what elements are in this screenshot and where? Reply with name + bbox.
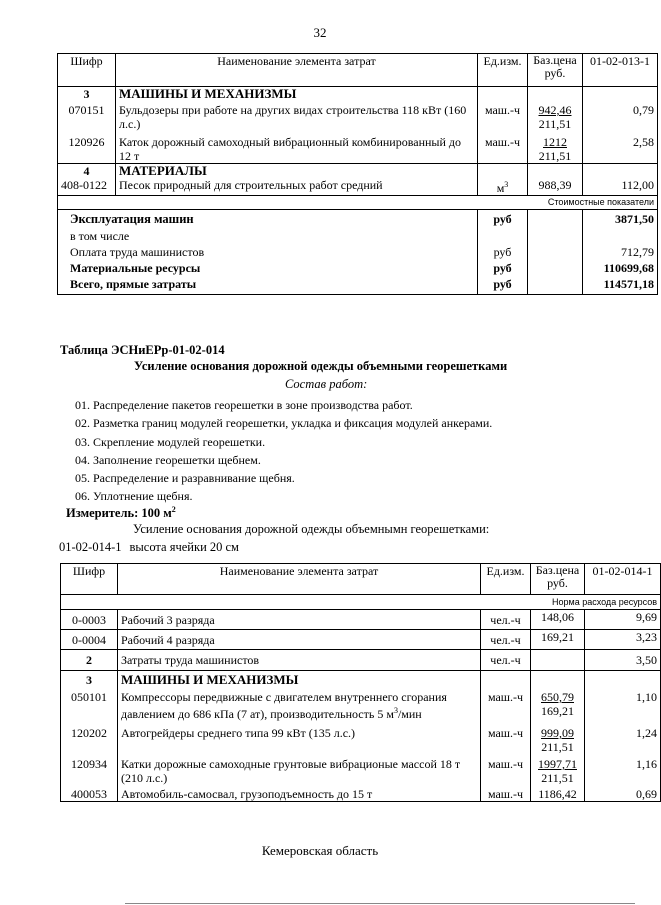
list-item: 03. Скрепление модулей георешетки. (75, 434, 266, 449)
row-price: 1186,42 (531, 785, 585, 802)
row-price-top: 999,09 (541, 726, 574, 740)
row-code: 400053 (61, 785, 118, 802)
list-item: 05. Распределение и разравнивание щебня. (75, 471, 295, 486)
row-name: Автогрейдеры среднего типа 99 кВт (135 л.с.) (118, 721, 481, 754)
row-price: 169,21 (531, 630, 585, 650)
table-row (58, 178, 658, 196)
row-code: 408-0122 (58, 178, 116, 196)
variant-text: высота ячейки 20 см (129, 540, 239, 554)
cost-value: 712,79 (583, 245, 658, 261)
col-code-header: Шифр (61, 564, 118, 595)
col-code-header: Шифр (58, 54, 116, 87)
norm-header: Норма расхода ресурсов (61, 595, 661, 610)
table-row (58, 131, 658, 164)
section-title: Усиление основания дорожной одежды объемными георешетками (134, 359, 508, 373)
row-code: 0-0004 (61, 630, 118, 650)
col-norm-header: 01-02-013-1 (583, 54, 658, 87)
section-number: 4 (58, 164, 116, 179)
row-price-bottom: 211,51 (538, 149, 572, 163)
cost-label: Материальные ресурсы (58, 261, 478, 277)
row-price-bottom: 211,51 (541, 740, 574, 754)
col-price-header: Баз.цена руб. (531, 564, 585, 595)
meter-label: Измеритель: 100 м (66, 506, 172, 521)
variant-code: 01-02-014-1 (59, 540, 122, 554)
row-unit: м (496, 181, 505, 195)
unit-superscript: 3 (504, 180, 509, 189)
table-row (61, 687, 661, 721)
cost-value: 110699,68 (583, 261, 658, 277)
row-name: Автомобиль-самосвал, грузоподъемность до 15 т (118, 785, 481, 802)
works-heading: Состав работ: (285, 377, 368, 391)
list-item: 02. Разметка границ модулей георешетки, укладка и фиксация модулей анкерами. (75, 416, 493, 431)
row-value: 3,50 (585, 650, 661, 671)
row-code: 0-0003 (61, 610, 118, 630)
table-row (61, 721, 661, 754)
table-row (61, 630, 661, 650)
row-price-top: 1997,71 (538, 757, 577, 771)
variant-description: Усиление основания дорожной одежды объемнымн георешетками: (133, 522, 490, 536)
row-unit: маш.-ч (481, 785, 531, 802)
row-code: 070151 (58, 101, 116, 131)
table-row (61, 610, 661, 630)
cost-value: 3871,50 (583, 210, 658, 229)
col-unit-header: Ед.изм. (481, 564, 531, 595)
footer-region: Кемеровская область (261, 843, 379, 858)
row-name: Катки дорожные самоходные грунтовые вибрационые массой 18 т (210 л.с.) (118, 754, 481, 785)
row-unit: маш.-ч (481, 687, 531, 721)
section-title: МАТЕРИАЛЫ (116, 164, 478, 179)
cost-label: в том числе (58, 229, 478, 245)
row-name: Затраты труда машинистов (118, 650, 481, 671)
list-item: 04. Заполнение георешетки щебнем. (75, 452, 261, 467)
unit-superscript: 3 (393, 706, 398, 715)
row-code: 120202 (61, 721, 118, 754)
section-title: МАШИНЫ И МЕХАНИЗМЫ (116, 87, 478, 102)
section-number: 3 (58, 87, 116, 102)
row-name: Каток дорожный самоходный вибрационный комбинированный до 12 т (116, 131, 478, 164)
row-price: 988,39 (528, 178, 583, 196)
row-price: 148,06 (531, 610, 585, 630)
page-number: 32 (313, 25, 327, 40)
row-unit: маш.-ч (478, 101, 528, 131)
meter-superscript: 2 (171, 505, 176, 514)
cost-value: 114571,18 (583, 277, 658, 295)
row-price-bottom: 169,21 (541, 704, 574, 718)
row-price-top: 650,79 (541, 690, 574, 704)
row-unit: маш.-ч (481, 754, 531, 785)
list-item: 06. Уплотнение щебня. (75, 489, 193, 504)
row-value: 112,00 (583, 178, 658, 196)
page-edge-line (125, 903, 635, 904)
row-unit: маш.-ч (478, 131, 528, 164)
col-norm-header: 01-02-014-1 (585, 564, 661, 595)
row-price-bottom: 211,51 (541, 771, 574, 785)
cost-unit: руб (478, 261, 528, 277)
row-value: 1,10 (585, 687, 661, 721)
resource-table-014 (60, 563, 661, 802)
row-unit: чел.-ч (481, 630, 531, 650)
row-value: 2,58 (583, 131, 658, 164)
row-value: 1,24 (585, 721, 661, 754)
cost-label: Оплата труда машинистов (58, 245, 478, 261)
row-name: Бульдозеры при работе на других видах строительства 118 кВт (160 л.с.) (116, 101, 478, 131)
cost-label: Всего, прямые затраты (58, 277, 478, 295)
row-price-bottom: 211,51 (538, 117, 572, 131)
row-code: 050101 (61, 687, 118, 721)
cost-table-013 (57, 53, 658, 295)
table-row (61, 754, 661, 785)
meter-line (66, 505, 176, 521)
row-price-top: 1212 (543, 135, 567, 149)
col-price-header: Баз.цена руб. (528, 54, 583, 87)
row-value: 0,79 (583, 101, 658, 131)
row-unit: маш.-ч (481, 721, 531, 754)
row-value: 0,69 (585, 785, 661, 802)
row-unit: чел.-ч (481, 650, 531, 671)
section-title: МАШИНЫ И МЕХАНИЗМЫ (118, 671, 481, 688)
row-code: 120934 (61, 754, 118, 785)
cost-unit: руб (478, 210, 528, 229)
works-list (75, 396, 492, 506)
cost-unit: руб (478, 277, 528, 295)
table-label: Таблица ЭСНиЕРр-01-02-014 (60, 343, 225, 357)
table-row (58, 101, 658, 131)
section-number: 3 (61, 671, 118, 688)
variant-line (59, 540, 239, 555)
row-value: 1,16 (585, 754, 661, 785)
row-value: 9,69 (585, 610, 661, 630)
row-unit: чел.-ч (481, 610, 531, 630)
row-name: Компрессоры передвижные с двигателем внутреннего сгорания давлением до 686 кПа (7 ат), производительность 5 м (121, 690, 447, 721)
row-code: 120926 (58, 131, 116, 164)
row-value: 3,23 (585, 630, 661, 650)
table-row (61, 650, 661, 671)
row-code: 2 (61, 650, 118, 671)
cost-unit: руб (478, 245, 528, 261)
row-name: Рабочий 3 разряда (118, 610, 481, 630)
row-name-tail: /мин (397, 707, 422, 721)
row-name: Рабочий 4 разряда (118, 630, 481, 650)
cost-indicators-header: Стоимостные показатели (58, 196, 658, 210)
col-name-header: Наименование элемента затрат (118, 564, 481, 595)
col-name-header: Наименование элемента затрат (116, 54, 478, 87)
col-unit-header: Ед.изм. (478, 54, 528, 87)
row-name: Песок природный для строительных работ средний (116, 178, 478, 196)
row-price-top: 942,46 (538, 103, 572, 117)
list-item: 01. Распределение пакетов георешетки в зоне производства работ. (75, 398, 413, 412)
cost-label: Эксплуатация машин (58, 210, 478, 229)
table-row (61, 785, 661, 802)
